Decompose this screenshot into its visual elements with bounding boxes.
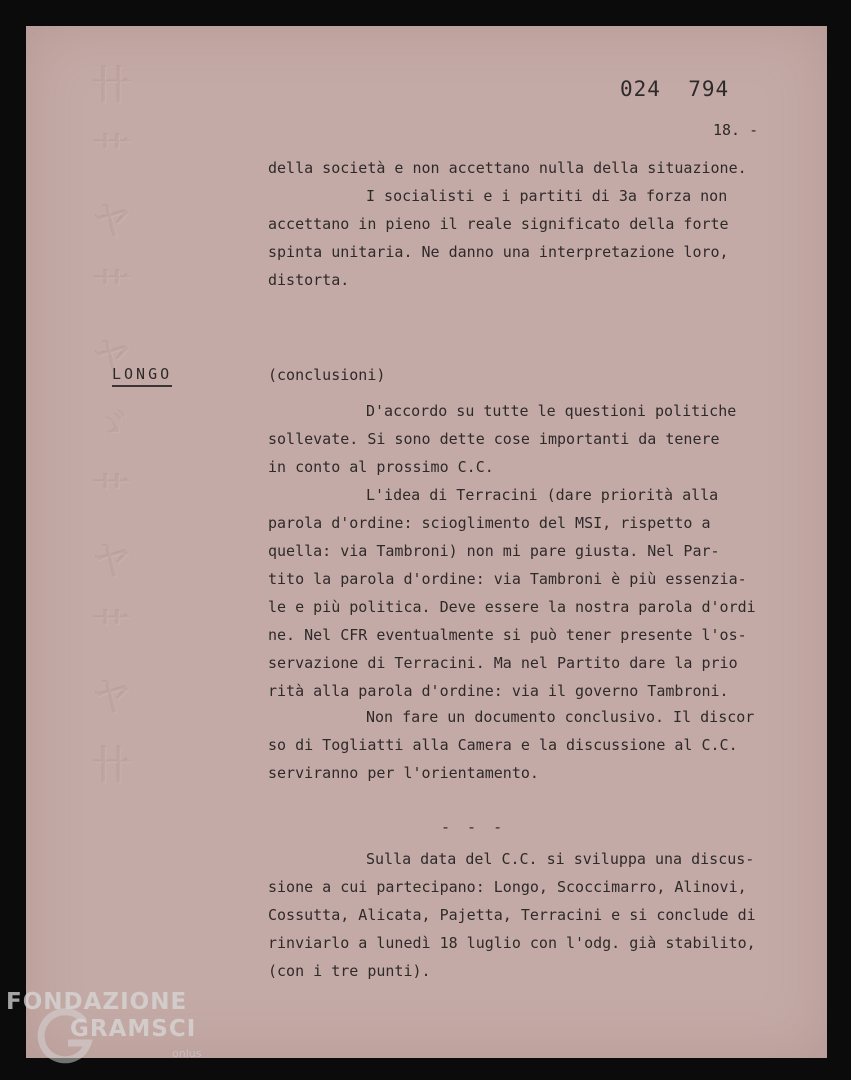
text-line: D'accordo su tutte le questioni politiche [366, 402, 737, 420]
stamp-mark-icon: ゞ [92, 403, 132, 449]
text-line: rinviarlo a lunedì 18 luglio con l'odg. già stabilito, [268, 934, 756, 952]
stamp-mark-icon: ヤ [92, 199, 132, 245]
stamp-mark-icon: ヤ [92, 539, 132, 585]
stamp-mark-icon: 卄 [92, 63, 132, 109]
text-line: Cossutta, Alicata, Pajetta, Terracini e si conclude di [268, 906, 756, 924]
watermark-line-1: FONDAZIONE [6, 989, 188, 1015]
fondazione-gramsci-watermark [6, 989, 216, 1069]
embossed-stamp-strip [88, 63, 136, 906]
text-line: in conto al prossimo C.C. [268, 458, 494, 476]
section-separator: - - - [441, 818, 507, 836]
stamp-mark-icon: ヤ [92, 335, 132, 381]
text-line: Sulla data del C.C. si sviluppa una discus- [366, 850, 755, 868]
section-heading: (conclusioni) [268, 366, 386, 384]
text-line: della società e non accettano nulla della situazione. [268, 159, 747, 177]
text-line: sollevate. Si sono dette cose importanti da tenere [268, 430, 720, 448]
stamp-mark-icon: 艹 [92, 267, 132, 313]
page-number: 18. - [713, 121, 759, 139]
text-line: Non fare un documento conclusivo. Il discor [366, 708, 755, 726]
speaker-name: LONGO [112, 365, 172, 387]
stamp-mark-icon: 卄 [92, 743, 132, 789]
text-line: spinta unitaria. Ne danno una interpretazione loro, [268, 243, 729, 261]
text-line: sione a cui partecipano: Longo, Scoccimarro, Alinovi, [268, 878, 747, 896]
text-line: ne. Nel CFR eventualmente si può tener presente l'os- [268, 626, 747, 644]
text-line: so di Togliatti alla Camera e la discussione al C.C. [268, 736, 738, 754]
watermark-line-3: onlus [172, 1047, 202, 1060]
text-line: le e più politica. Deve essere la nostra parola d'ordi [268, 598, 756, 616]
stamp-mark-icon: ヤ [92, 675, 132, 721]
stamp-mark-icon: 艹 [92, 607, 132, 653]
text-line: accettano in pieno il reale significato della forte [268, 215, 729, 233]
text-line: L'idea di Terracini (dare priorità alla [366, 486, 719, 504]
watermark-line-2: GRAMSCI [70, 1016, 197, 1042]
stamp-mark-icon: 艹 [92, 131, 132, 177]
text-line: rità alla parola d'ordine: via il governo Tambroni. [268, 682, 729, 700]
text-line: I socialisti e i partiti di 3a forza non [366, 187, 728, 205]
text-line: (con i tre punti). [268, 962, 431, 980]
stamp-mark-icon: 艹 [92, 471, 132, 517]
text-line: parola d'ordine: scioglimento del MSI, rispetto a [268, 514, 711, 532]
text-line: serviranno per l'orientamento. [268, 764, 539, 782]
text-line: tito la parola d'ordine: via Tambroni è più essenzia- [268, 570, 747, 588]
text-line: servazione di Terracini. Ma nel Partito dare la prio [268, 654, 738, 672]
text-line: distorta. [268, 271, 350, 289]
document-number: 024 794 [620, 77, 730, 101]
text-line: quella: via Tambroni) non mi pare giusta. Nel Par- [268, 542, 720, 560]
